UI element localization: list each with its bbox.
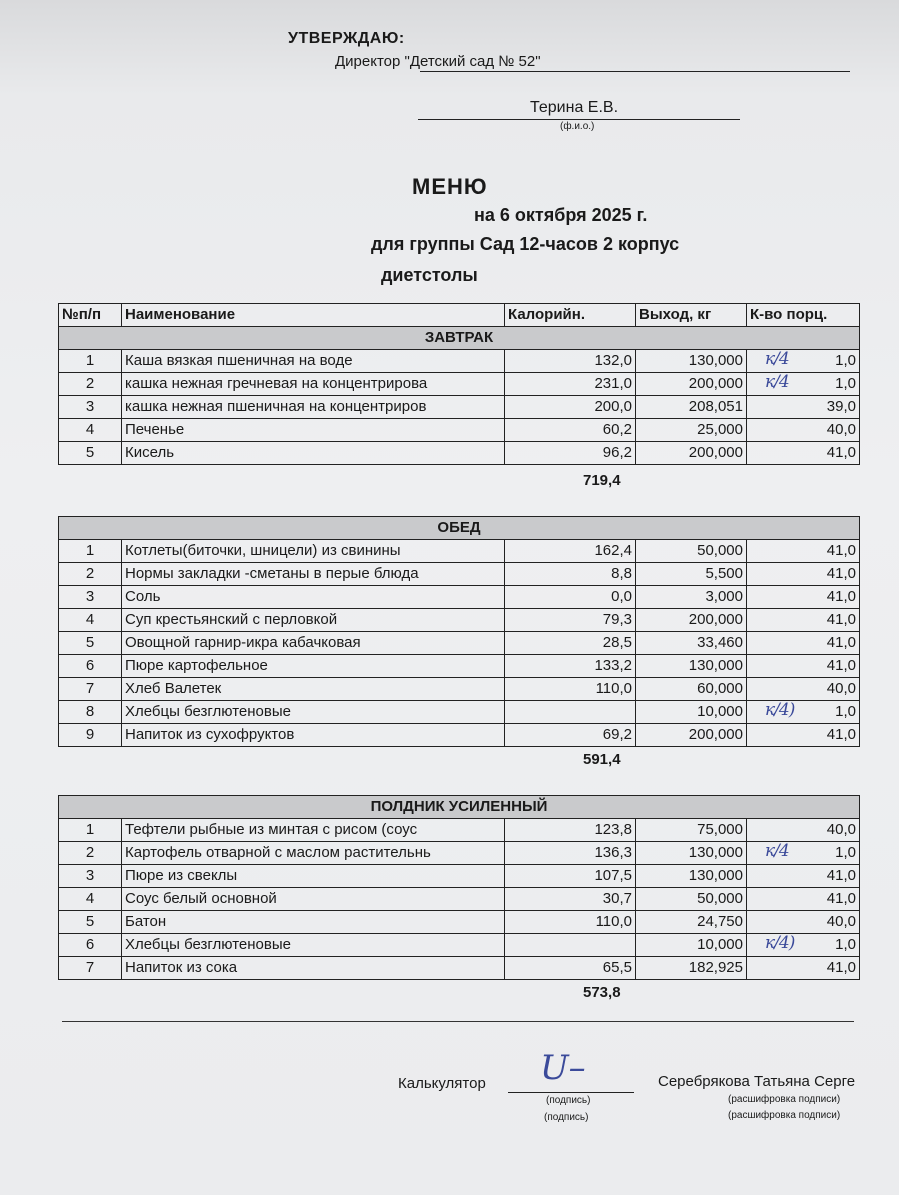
output-value: [636, 865, 747, 888]
dish-name: [122, 678, 505, 701]
output-value: [636, 842, 747, 865]
row-number: [59, 609, 122, 632]
portions-value: [747, 678, 860, 701]
row-number-text: 2: [85, 375, 95, 392]
decoder-name: Серебрякова Татьяна Серге: [658, 1073, 856, 1090]
row-number-text: 4: [85, 611, 95, 628]
table-row: [59, 724, 860, 747]
output-value: [636, 678, 747, 701]
portions-value: [747, 563, 860, 586]
output-value-text: 200,000: [688, 726, 743, 743]
calories-value: [505, 586, 636, 609]
dish-name-text: Кисель: [125, 444, 175, 461]
portions-value-text: 41,0: [826, 867, 856, 884]
output-value-text: 3,000: [705, 588, 743, 605]
calories-value: [505, 373, 636, 396]
row-number-text: 9: [85, 726, 95, 743]
calories-value-text: 28,5: [602, 634, 632, 651]
output-value-text: 5,500: [705, 565, 743, 582]
portions-value-text: 41,0: [826, 565, 856, 582]
row-number-text: 7: [85, 680, 95, 697]
row-number: [59, 842, 122, 865]
row-number-text: 3: [85, 398, 95, 415]
output-value: [636, 632, 747, 655]
dish-name: [122, 419, 505, 442]
calories-value-text: 162,4: [594, 542, 632, 559]
table-row: [59, 350, 860, 373]
portions-value-text: 1,0: [835, 703, 856, 720]
dish-name-text: Пюре картофельное: [125, 657, 268, 674]
table-row: [59, 373, 860, 396]
row-number-text: 5: [85, 634, 95, 651]
row-number-text: 7: [85, 959, 95, 976]
output-value: [636, 609, 747, 632]
section-total: 591,4: [583, 751, 621, 768]
portions-value: [747, 655, 860, 678]
dish-name: [122, 911, 505, 934]
menu-diet: диетстолы: [381, 265, 478, 285]
row-number-text: 1: [85, 821, 95, 838]
output-value-text: 24,750: [697, 913, 743, 930]
calories-value-text: 60,2: [602, 421, 632, 438]
dish-name: [122, 934, 505, 957]
row-number-text: 6: [85, 936, 95, 953]
dish-name: [122, 888, 505, 911]
table-row: [59, 632, 860, 655]
output-value-text: 130,000: [688, 352, 743, 369]
calories-value-text: 133,2: [594, 657, 632, 674]
calories-value: [505, 609, 636, 632]
dish-name: [122, 632, 505, 655]
output-value: [636, 888, 747, 911]
calories-value-text: 200,0: [594, 398, 632, 415]
breakfast-table: [58, 303, 860, 465]
row-number: [59, 819, 122, 842]
calories-value-text: 69,2: [602, 726, 632, 743]
section-title: ОБЕД: [59, 517, 860, 540]
portions-value-text: 41,0: [826, 634, 856, 651]
output-value: [636, 442, 747, 465]
signature-caption: (подпись): [544, 1112, 589, 1123]
portions-value: [747, 842, 860, 865]
table-row: [59, 586, 860, 609]
portions-value-text: 1,0: [835, 844, 856, 861]
output-value: [636, 957, 747, 980]
portions-value-text: 39,0: [826, 398, 856, 415]
section-header-row: [59, 327, 860, 350]
output-value: [636, 373, 747, 396]
table-row: [59, 957, 860, 980]
portions-value-text: 1,0: [835, 352, 856, 369]
row-number-text: 1: [85, 542, 95, 559]
lunch-table: [58, 516, 860, 747]
calories-value: [505, 701, 636, 724]
portions-value-text: 1,0: [835, 375, 856, 392]
portions-value: [747, 350, 860, 373]
table-row: [59, 888, 860, 911]
dish-name: [122, 609, 505, 632]
table-row: [59, 419, 860, 442]
output-value-text: 130,000: [688, 867, 743, 884]
portions-value: [747, 373, 860, 396]
row-number: [59, 865, 122, 888]
portions-value-text: 1,0: [835, 936, 856, 953]
calories-value: [505, 911, 636, 934]
output-value-text: 25,000: [697, 421, 743, 438]
row-number: [59, 350, 122, 373]
portions-value: [747, 888, 860, 911]
calories-value: [505, 350, 636, 373]
table-header-row: [59, 304, 860, 327]
portions-value: [747, 540, 860, 563]
dish-name-text: Печенье: [125, 421, 185, 438]
decoder-caption: (расшифровка подписи): [728, 1094, 841, 1105]
portions-value-text: 40,0: [826, 680, 856, 697]
output-value: [636, 724, 747, 747]
calories-value-text: 132,0: [594, 352, 632, 369]
table-row: [59, 819, 860, 842]
row-number: [59, 701, 122, 724]
table-row: [59, 842, 860, 865]
handwritten-mark: к/4): [765, 700, 795, 720]
dish-name: [122, 396, 505, 419]
output-value-text: 50,000: [697, 890, 743, 907]
output-value-text: 208,051: [688, 398, 743, 415]
portions-value-text: 41,0: [826, 959, 856, 976]
row-number-text: 8: [85, 703, 95, 720]
calories-value: [505, 957, 636, 980]
row-number: [59, 396, 122, 419]
calories-value: [505, 442, 636, 465]
row-number-text: 2: [85, 565, 95, 582]
row-number: [59, 957, 122, 980]
output-value-text: 10,000: [697, 703, 743, 720]
table-row: [59, 609, 860, 632]
row-number: [59, 934, 122, 957]
output-value-text: 130,000: [688, 844, 743, 861]
dish-name-text: Батон: [125, 913, 167, 930]
portions-value: [747, 865, 860, 888]
portions-value: [747, 586, 860, 609]
row-number: [59, 586, 122, 609]
portions-value-text: 40,0: [826, 821, 856, 838]
col-number: №п/п: [59, 304, 122, 327]
output-value-text: 200,000: [688, 375, 743, 392]
row-number: [59, 540, 122, 563]
fio-caption: (ф.и.о.): [560, 121, 595, 132]
output-value: [636, 911, 747, 934]
dish-name: [122, 350, 505, 373]
output-value: [636, 350, 747, 373]
output-value: [636, 540, 747, 563]
section-header-row: [59, 796, 860, 819]
portions-value: [747, 419, 860, 442]
dish-name-text: Котлеты(биточки, шницели) из свинины: [125, 542, 401, 559]
calories-value-text: 231,0: [594, 375, 632, 392]
dish-name-text: Напиток из сухофруктов: [125, 726, 295, 743]
dish-name: [122, 701, 505, 724]
dish-name: [122, 540, 505, 563]
dish-name: [122, 586, 505, 609]
col-name: Наименование: [122, 304, 505, 327]
portions-value: [747, 632, 860, 655]
calories-value-text: 8,8: [611, 565, 632, 582]
output-value-text: 200,000: [688, 611, 743, 628]
row-number-text: 2: [85, 844, 95, 861]
director-line-text: Директор "Детский сад № 52": [335, 53, 541, 70]
dish-name-text: Хлеб Валетек: [125, 680, 222, 697]
output-value: [636, 586, 747, 609]
calories-value: [505, 655, 636, 678]
output-value: [636, 396, 747, 419]
row-number-text: 3: [85, 588, 95, 605]
dish-name: [122, 819, 505, 842]
handwritten-mark: к/4: [765, 841, 789, 861]
calories-value: [505, 888, 636, 911]
calculator-label: Калькулятор: [398, 1075, 486, 1092]
calories-value: [505, 632, 636, 655]
row-number-text: 3: [85, 867, 95, 884]
name-underline: [418, 119, 740, 120]
output-value: [636, 819, 747, 842]
dish-name-text: Соль: [125, 588, 161, 605]
row-number-text: 4: [85, 890, 95, 907]
portions-value: [747, 724, 860, 747]
output-value-text: 130,000: [688, 657, 743, 674]
row-number-text: 1: [85, 352, 95, 369]
portions-value-text: 41,0: [826, 657, 856, 674]
dish-name-text: кашка нежная пшеничная на концентриров: [125, 398, 427, 415]
portions-value: [747, 819, 860, 842]
table-row: [59, 540, 860, 563]
output-value: [636, 701, 747, 724]
output-value-text: 60,000: [697, 680, 743, 697]
table-row: [59, 655, 860, 678]
calories-value-text: 123,8: [594, 821, 632, 838]
output-value: [636, 563, 747, 586]
row-number: [59, 655, 122, 678]
portions-value: [747, 609, 860, 632]
dish-name-text: Каша вязкая пшеничная на воде: [125, 352, 353, 369]
calories-value: [505, 934, 636, 957]
calories-value-text: 65,5: [602, 959, 632, 976]
output-value: [636, 934, 747, 957]
output-value-text: 182,925: [688, 959, 743, 976]
row-number: [59, 888, 122, 911]
section-title: ЗАВТРАК: [59, 327, 860, 350]
row-number: [59, 442, 122, 465]
portions-value: [747, 934, 860, 957]
table-row: [59, 934, 860, 957]
dish-name-text: кашка нежная гречневая на концентрирова: [125, 375, 428, 392]
portions-value-text: 41,0: [826, 726, 856, 743]
dish-name-text: Суп крестьянский с перловкой: [125, 611, 338, 628]
calories-value: [505, 540, 636, 563]
row-number: [59, 373, 122, 396]
dish-name-text: Хлебцы безглютеновые: [125, 936, 291, 953]
calories-value: [505, 419, 636, 442]
portions-value: [747, 396, 860, 419]
portions-value-text: 41,0: [826, 542, 856, 559]
table-row: [59, 563, 860, 586]
portions-value-text: 40,0: [826, 913, 856, 930]
output-value-text: 200,000: [688, 444, 743, 461]
calories-value-text: 0,0: [611, 588, 632, 605]
bottom-divider: [62, 1021, 854, 1022]
dish-name: [122, 865, 505, 888]
dish-name-text: Напиток из сока: [125, 959, 238, 976]
row-number: [59, 563, 122, 586]
output-value: [636, 419, 747, 442]
calories-value: [505, 865, 636, 888]
col-output: Выход, кг: [636, 304, 747, 327]
row-number-text: 6: [85, 657, 95, 674]
calories-value-text: 136,3: [594, 844, 632, 861]
row-number: [59, 724, 122, 747]
dish-name: [122, 373, 505, 396]
row-number: [59, 419, 122, 442]
row-number-text: 5: [85, 444, 95, 461]
signature-line: [508, 1092, 634, 1093]
row-number: [59, 911, 122, 934]
section-title: ПОЛДНИК УСИЛЕННЫЙ: [59, 796, 860, 819]
dish-name-text: Тефтели рыбные из минтая с рисом (соус: [125, 821, 418, 838]
calories-value: [505, 396, 636, 419]
dish-name-text: Соус белый основной: [125, 890, 277, 907]
output-value-text: 10,000: [697, 936, 743, 953]
output-value: [636, 655, 747, 678]
handwritten-mark: к/4: [765, 349, 789, 369]
snack-table: [58, 795, 860, 980]
row-number: [59, 632, 122, 655]
row-number-text: 4: [85, 421, 95, 438]
portions-value-text: 41,0: [826, 444, 856, 461]
table-row: [59, 701, 860, 724]
dish-name-text: Пюре из свеклы: [125, 867, 238, 884]
dish-name: [122, 724, 505, 747]
portions-value: [747, 911, 860, 934]
table-row: [59, 865, 860, 888]
director-name: Терина Е.В.: [530, 99, 619, 116]
approve-label: УТВЕРЖДАЮ:: [288, 30, 405, 47]
section-header-row: [59, 517, 860, 540]
portions-value: [747, 701, 860, 724]
handwritten-mark: к/4): [765, 933, 795, 953]
dish-name: [122, 957, 505, 980]
signature-mark: U–: [540, 1048, 586, 1088]
portions-value-text: 41,0: [826, 611, 856, 628]
portions-value: [747, 442, 860, 465]
signature-caption: (подпись): [546, 1095, 591, 1106]
table-row: [59, 678, 860, 701]
calories-value: [505, 563, 636, 586]
calories-value: [505, 724, 636, 747]
menu-title: МЕНЮ: [412, 174, 488, 199]
portions-value-text: 41,0: [826, 588, 856, 605]
table-row: [59, 396, 860, 419]
calories-value-text: 110,0: [595, 913, 632, 930]
director-underline: [420, 71, 850, 72]
handwritten-mark: к/4: [765, 372, 789, 392]
portions-value-text: 41,0: [826, 890, 856, 907]
calories-value: [505, 678, 636, 701]
dish-name-text: Картофель отварной с маслом растительнь: [125, 844, 431, 861]
decoder-caption: (расшифровка подписи): [728, 1110, 841, 1121]
section-total: 573,8: [583, 984, 621, 1001]
dish-name-text: Нормы закладки -сметаны в перые блюда: [125, 565, 419, 582]
output-value-text: 33,460: [697, 634, 743, 651]
table-row: [59, 442, 860, 465]
row-number: [59, 678, 122, 701]
output-value-text: 75,000: [697, 821, 743, 838]
calories-value-text: 30,7: [602, 890, 632, 907]
dish-name: [122, 842, 505, 865]
dish-name: [122, 442, 505, 465]
row-number-text: 5: [85, 913, 95, 930]
calories-value-text: 96,2: [602, 444, 632, 461]
table-row: [59, 911, 860, 934]
output-value-text: 50,000: [697, 542, 743, 559]
dish-name: [122, 655, 505, 678]
calories-value: [505, 842, 636, 865]
calories-value-text: 79,3: [602, 611, 632, 628]
dish-name: [122, 563, 505, 586]
menu-date: на 6 октября 2025 г.: [474, 205, 648, 225]
calories-value: [505, 819, 636, 842]
col-portions: К-во порц.: [747, 304, 860, 327]
calories-value-text: 110,0: [595, 680, 632, 697]
dish-name-text: Овощной гарнир-икра кабачковая: [125, 634, 361, 651]
portions-value: [747, 957, 860, 980]
portions-value-text: 40,0: [826, 421, 856, 438]
col-calories: Калорийн.: [505, 304, 636, 327]
menu-group: для группы Сад 12-часов 2 корпус: [371, 234, 680, 254]
dish-name-text: Хлебцы безглютеновые: [125, 703, 291, 720]
calories-value-text: 107,5: [594, 867, 632, 884]
section-total: 719,4: [583, 472, 621, 489]
